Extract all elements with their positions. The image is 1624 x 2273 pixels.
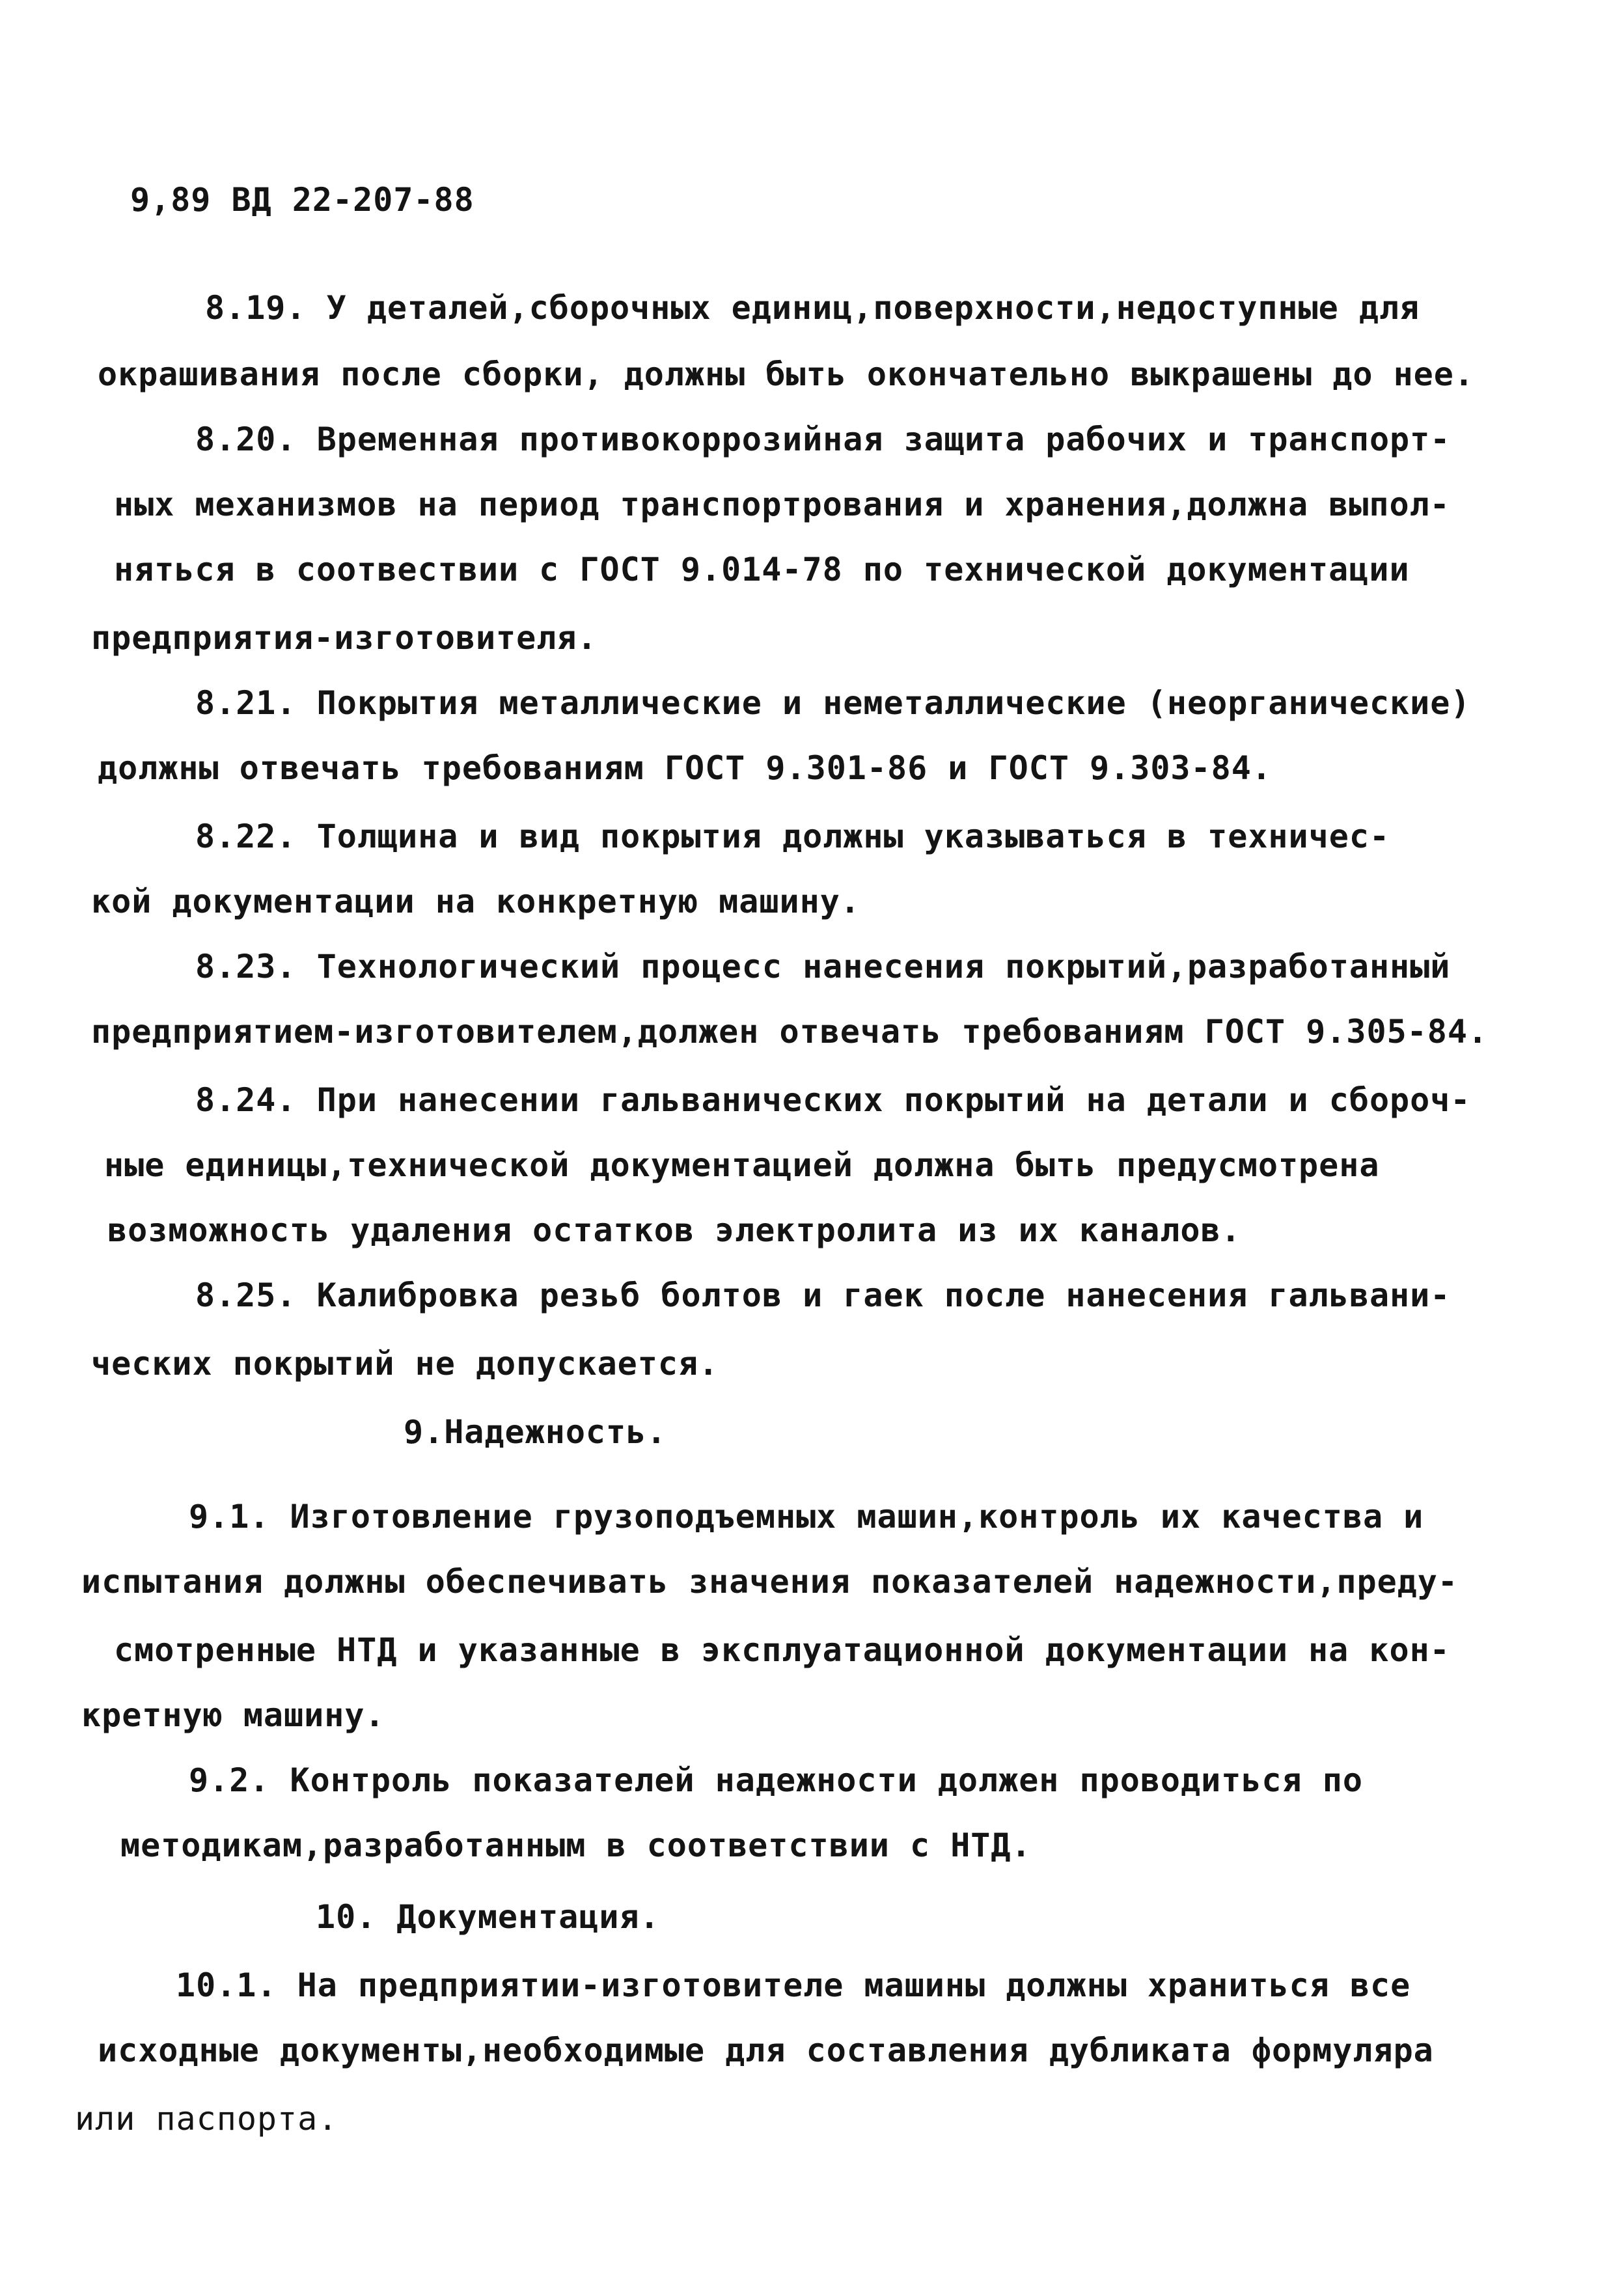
text-line: няться в соотвеcтвии с ГОСТ 9.014-78 по технической документации [114, 551, 1410, 588]
text-line: испытания должны обеспечивать значения показателей надежности,преду- [81, 1563, 1458, 1601]
text-line: 10.1. На предприятии-изготовителе машины должны храниться все [176, 1966, 1411, 2004]
text-line: 8.20. Временная противокоррозийная защита рабочих и транспорт- [195, 420, 1451, 458]
text-line: 9.2. Контроль показателей надежности должен проводиться по [189, 1761, 1363, 1799]
text-line: 8.19. У деталей,сборочных единиц,поверхности,недоступные для [205, 289, 1420, 327]
text-line: 8.21. Покрытия металлические и неметаллические (неорганические) [195, 684, 1471, 722]
text-line: должны отвечать требованиям ГОСТ 9.301-86 и ГОСТ 9.303-84. [98, 749, 1272, 787]
text-line: ческих покрытий не допускается. [91, 1345, 719, 1383]
text-line: исходные документы,необходимые для составления дубликата формуляра [98, 2032, 1434, 2069]
text-line: 9.1. Изготовление грузоподъемных машин,контроль их качества и [189, 1498, 1424, 1536]
text-line: кретную машину. [81, 1696, 385, 1734]
text-line: 8.22. Толщина и вид покрытия должны указываться в техничес- [195, 818, 1390, 855]
text-line: предприятия-изготовителя. [91, 619, 598, 657]
text-line: 8.25. Калибровка резьб болтов и гаек после нанесения гальвани- [195, 1276, 1451, 1314]
text-line: возможность удаления остатков электролита из их каналов. [107, 1211, 1241, 1249]
section-heading: 9.Надежность. [404, 1413, 667, 1451]
text-line: смотренные НТД и указанные в эксплуатационной документации на кон- [114, 1631, 1450, 1669]
text-line: 8.24. При нанесении гальванических покрытий на детали и сбороч- [195, 1081, 1471, 1119]
text-line: или паспорта. [75, 2100, 338, 2138]
text-line: ных механизмов на период транспортрования и хранения,должна выпол- [114, 486, 1450, 523]
page-header: 9,89 ВД 22-207-88 [130, 181, 475, 219]
text-line: кой документации на конкретную машину. [91, 883, 860, 920]
section-heading: 10. Документация. [316, 1898, 660, 1936]
text-line: ные единицы,технической документацией должна быть предусмотрена [104, 1146, 1380, 1184]
text-line: 8.23. Технологический процесс нанесения покрытий,разработанный [195, 948, 1451, 985]
text-line: окрашивания после сборки, должны быть окончательно выкрашены до нее. [98, 355, 1474, 393]
text-line: методикам,разработанным в соответствии с НТД. [120, 1826, 1032, 1864]
text-line: предприятием-изготовителем,должен отвечать требованиям ГОСТ 9.305-84. [91, 1013, 1489, 1051]
